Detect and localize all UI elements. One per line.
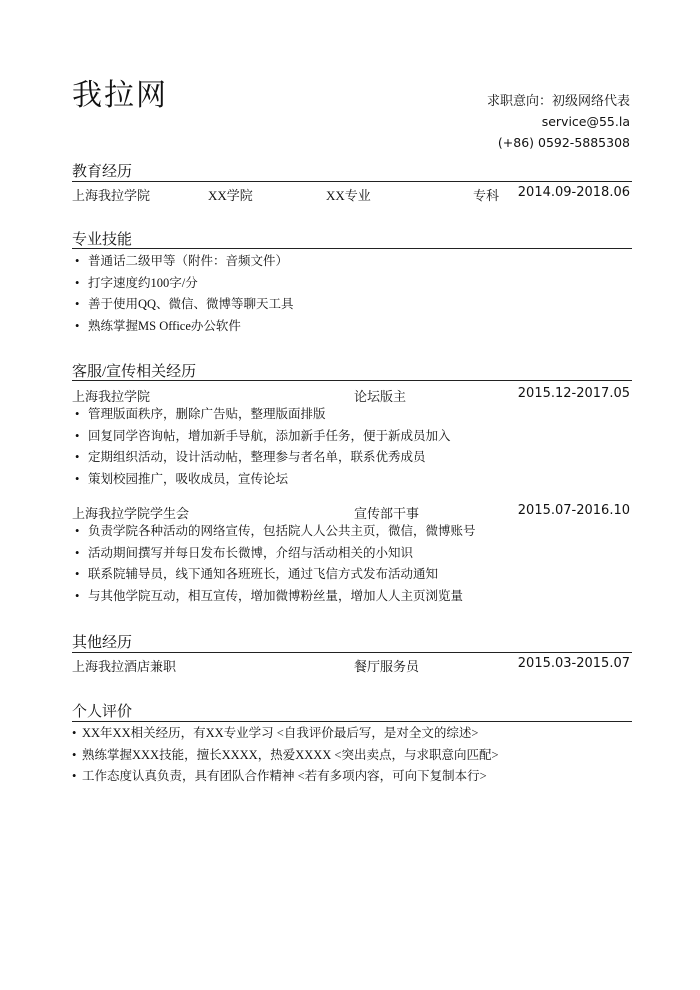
bullet-icon: •	[72, 726, 77, 740]
education-row	[72, 185, 632, 205]
list-item: • 打字速度约100字/分	[72, 273, 294, 295]
job-header-row	[72, 503, 632, 523]
bullet-icon: •	[75, 588, 80, 603]
section-divider	[72, 721, 632, 722]
education-degree: 专科	[473, 188, 500, 203]
candidate-name: 我拉网	[72, 78, 168, 113]
section-divider	[72, 181, 632, 182]
section-divider	[72, 380, 632, 381]
evaluation-list	[72, 723, 499, 788]
list-item: • 回复同学咨询帖，增加新手导航，添加新手任务，便于新成员加入	[72, 426, 451, 448]
other-row	[72, 656, 632, 676]
section-divider	[72, 248, 632, 249]
phone: (+86) 0592-5885308	[497, 135, 630, 150]
list-item: • 负责学院各种活动的网络宣传，包括院人人公共主页，微信，微博账号	[72, 521, 476, 543]
other-org: 上海我拉酒店兼职	[72, 659, 177, 674]
job-date: 2015.12-2017.05	[517, 386, 630, 401]
job-org: 上海我拉学院	[72, 389, 151, 404]
job-date: 2015.07-2016.10	[517, 503, 630, 518]
other-role: 餐厅服务员	[354, 659, 420, 674]
job-role: 论坛版主	[354, 389, 407, 404]
list-item: • 联系院辅导员，线下通知各班班长，通过飞信方式发布活动通知	[72, 564, 476, 586]
list-item: • 定期组织活动，设计活动帖，整理参与者名单，联系优秀成员	[72, 447, 451, 469]
bullet-icon: •	[75, 254, 80, 268]
job-role: 宣传部干事	[354, 506, 420, 521]
section-title-education: 教育经历	[72, 164, 133, 180]
section-divider	[72, 652, 632, 653]
section-title-experience: 客服/宣传相关经历	[72, 364, 197, 380]
job-org: 上海我拉学院学生会	[72, 506, 190, 521]
bullet-icon: •	[72, 769, 77, 783]
list-item: • 善于使用QQ、微信、微博等聊天工具	[72, 294, 294, 316]
section-title-evaluation: 个人评价	[72, 704, 133, 720]
bullet-icon: •	[75, 545, 80, 560]
email: service@55.la	[541, 114, 630, 129]
list-item: • 熟练掌握MS Office办公软件	[72, 316, 294, 338]
bullet-icon: •	[75, 567, 80, 581]
job-header-row	[72, 386, 632, 406]
list-item: • 工作态度认真负责，具有团队合作精神 <若有多项内容，可向下复制本行>	[72, 766, 499, 788]
education-date: 2014.09-2018.06	[517, 185, 630, 200]
list-item: • 策划校园推广，吸收成员，宣传论坛	[72, 469, 451, 491]
job-duties-list	[72, 404, 451, 490]
section-title-other: 其他经历	[72, 635, 133, 651]
education-college: XX学院	[208, 188, 253, 203]
contact-block	[487, 90, 630, 153]
job-objective: 求职意向：初级网络代表	[486, 93, 630, 108]
job-duties-list	[72, 521, 476, 607]
list-item: • XX年XX相关经历，有XX专业学习 <自我评价最后写，是对全文的综述>	[72, 723, 499, 745]
bullet-icon: •	[75, 428, 80, 443]
list-item: • 普通话二级甲等（附件：音频文件）	[72, 251, 294, 273]
education-major: XX专业	[326, 188, 371, 203]
skills-list	[72, 251, 294, 337]
list-item: • 管理版面秩序，删除广告贴，整理版面排版	[72, 404, 451, 426]
bullet-icon: •	[75, 407, 80, 421]
education-school: 上海我拉学院	[72, 188, 151, 203]
section-title-skills: 专业技能	[72, 232, 133, 248]
bullet-icon: •	[72, 747, 77, 762]
bullet-icon: •	[75, 275, 80, 290]
list-item: • 活动期间撰写并每日发布长微博，介绍与活动相关的小知识	[72, 543, 476, 565]
bullet-icon: •	[75, 524, 80, 538]
list-item: • 与其他学院互动，相互宣传，增加微博粉丝量，增加人人主页浏览量	[72, 586, 476, 608]
bullet-icon: •	[75, 318, 80, 333]
other-date: 2015.03-2015.07	[517, 656, 630, 671]
bullet-icon: •	[75, 297, 80, 311]
bullet-icon: •	[75, 450, 80, 464]
list-item: • 熟练掌握XXX技能，擅长XXXX，热爱XXXX <突出卖点，与求职意向匹配>	[72, 745, 499, 767]
bullet-icon: •	[75, 471, 80, 486]
